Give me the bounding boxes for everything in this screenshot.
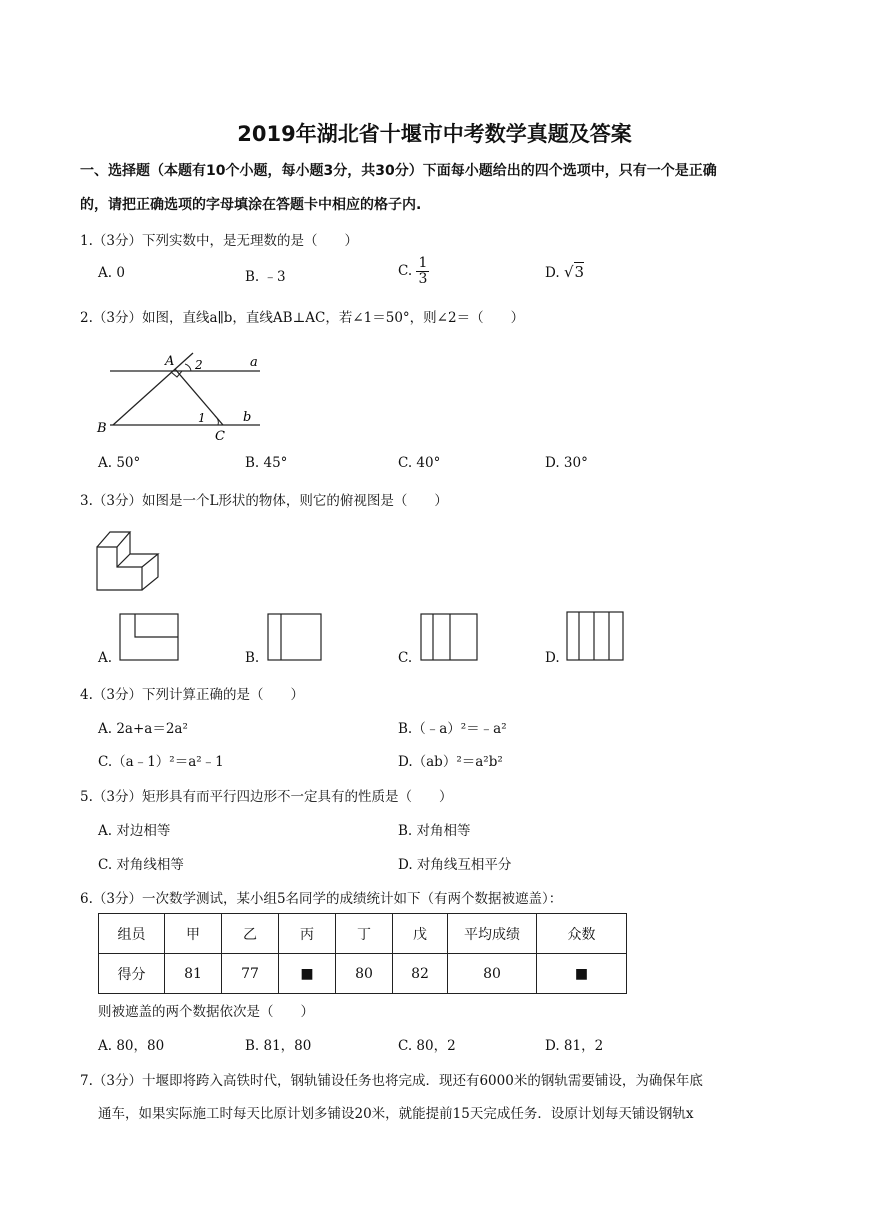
q6-option-a: A. 80，80: [98, 1038, 165, 1054]
q6-option-d: D. 81，2: [545, 1038, 604, 1054]
q6-option-c: C. 80，2: [398, 1038, 456, 1054]
q1-option-d: [545, 263, 584, 281]
table-cell: ■: [537, 954, 627, 994]
question-4-stem: 4.（3分）下列计算正确的是（ ）: [80, 687, 304, 703]
q4-option-d: D.（ab）²＝a²b²: [398, 754, 503, 770]
question-2-stem: 2.（3分）如图，直线a∥b，直线AB⊥AC，若∠1＝50°，则∠2＝（ ）: [80, 310, 525, 326]
q1-option-c: [398, 256, 429, 287]
table-header-row: [99, 914, 627, 954]
table-header-cell: 甲: [165, 914, 222, 954]
q4-option-b: B.（﹣a）²＝﹣a²: [398, 721, 507, 737]
table-row: [99, 954, 627, 994]
table-cell: 82: [393, 954, 448, 994]
question-3-stem: 3.（3分）如图是一个L形状的物体，则它的俯视图是（ ）: [80, 493, 448, 509]
q1-option-c-label: C.: [398, 263, 413, 279]
table-cell: ■: [279, 954, 336, 994]
line-ab: [113, 353, 193, 425]
q1-option-d-label: D.: [545, 265, 560, 281]
table-header-cell: 组员: [99, 914, 165, 954]
q2-parallel-lines-figure: [95, 344, 270, 444]
fraction-numerator: 1: [418, 255, 428, 271]
q2-option-b: B. 45°: [245, 455, 288, 471]
section-instructions-line2: 的，请把正确选项的字母填涂在答题卡中相应的格子内.: [80, 197, 422, 213]
label-angle-2: 2: [195, 358, 203, 372]
table-header-cell: 众数: [537, 914, 627, 954]
q6-option-b: B. 81，80: [245, 1038, 312, 1054]
q5-option-a: A. 对边相等: [98, 823, 171, 839]
page-title: 2019年湖北省十堰市中考数学真题及答案: [237, 122, 632, 146]
q3-option-c-view-icon: [420, 613, 478, 661]
q1-option-b: B. ﹣3: [245, 269, 286, 285]
q3-option-d-view-icon: [566, 611, 624, 661]
question-7-line1: 7.（3分）十堰即将跨入高铁时代，钢轨铺设任务也将完成．现还有6000米的钢轨需要铺设，为确保年底: [80, 1073, 703, 1089]
square-root: √3: [563, 263, 585, 281]
q2-option-d: D. 30°: [545, 455, 588, 471]
table-header-cell: 平均成绩: [448, 914, 537, 954]
section-instructions-line1: 一、选择题（本题有10个小题，每小题3分，共30分）下面每小题给出的四个选项中，只有一个是正确: [80, 163, 717, 179]
table-cell: 81: [165, 954, 222, 994]
radicand: 3: [574, 263, 585, 281]
q3-option-d-label: D.: [545, 650, 560, 666]
q5-option-c: C. 对角线相等: [98, 857, 184, 873]
table-header-cell: 乙: [222, 914, 279, 954]
q1-option-a: A. 0: [98, 265, 125, 281]
q5-option-b: B. 对角相等: [398, 823, 471, 839]
table-cell: 得分: [99, 954, 165, 994]
question-6-stem: 6.（3分）一次数学测试，某小组5名同学的成绩统计如下（有两个数据被遮盖）：: [80, 891, 563, 907]
table-header-cell: 戊: [393, 914, 448, 954]
question-1-stem: 1.（3分）下列实数中，是无理数的是（ ）: [80, 233, 358, 249]
q4-option-a: A. 2a+a＝2a²: [98, 721, 188, 737]
label-angle-1: 1: [198, 411, 206, 425]
l-shaped-object-icon: [92, 522, 164, 596]
label-a: a: [250, 355, 258, 370]
angle-1-arc: [215, 416, 218, 425]
label-b: b: [243, 410, 252, 425]
table-header-cell: 丙: [279, 914, 336, 954]
label-C: C: [215, 429, 225, 444]
question-6-followup: 则被遮盖的两个数据依次是（ ）: [98, 1004, 314, 1020]
q3-option-c-label: C.: [398, 650, 413, 666]
table-cell: 80: [336, 954, 393, 994]
score-table: [98, 913, 627, 994]
label-A: A: [165, 354, 175, 369]
table-cell: 77: [222, 954, 279, 994]
q3-option-a-label: A.: [98, 650, 113, 666]
q2-option-c: C. 40°: [398, 455, 441, 471]
q2-option-a: A. 50°: [98, 455, 141, 471]
table-header-cell: 丁: [336, 914, 393, 954]
angle-2-arc: [185, 364, 191, 371]
q3-option-b-label: B.: [245, 650, 260, 666]
label-B: B: [97, 421, 107, 436]
q4-option-c: C.（a﹣1）²＝a²﹣1: [98, 754, 224, 770]
q3-option-a-view-icon: [119, 613, 179, 661]
table-cell: 80: [448, 954, 537, 994]
q3-option-b-view-icon: [267, 613, 322, 661]
question-7-line2: 通车，如果实际施工时每天比原计划多铺设20米，就能提前15天完成任务．设原计划每天铺设钢轨x: [98, 1106, 694, 1122]
q5-option-d: D. 对角线互相平分: [398, 857, 512, 873]
fraction: [416, 256, 429, 287]
fraction-denominator: 3: [418, 271, 428, 287]
question-5-stem: 5.（3分）矩形具有而平行四边形不一定具有的性质是（ ）: [80, 789, 453, 805]
